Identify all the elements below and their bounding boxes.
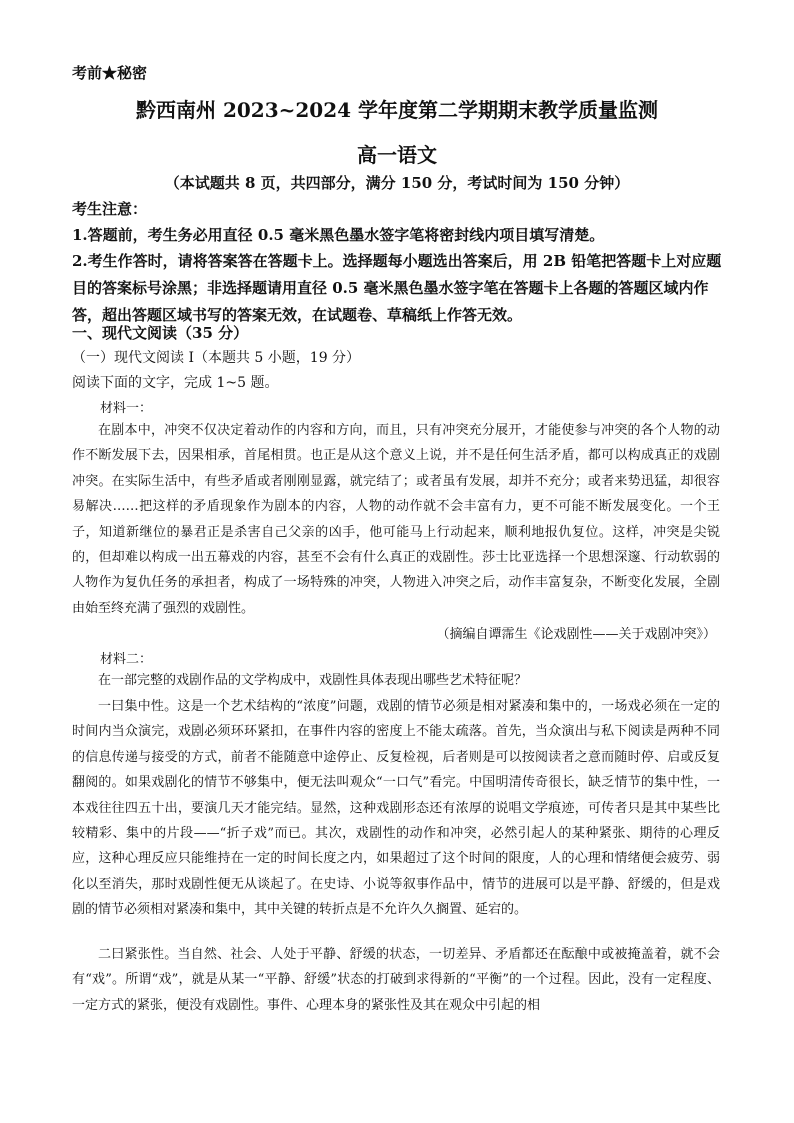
material-1-label: 材料一： <box>100 401 153 416</box>
exam-title: 黔西南州 2023~2024 学年度第二学期期末教学质量监测 <box>135 98 658 122</box>
subsection-heading: （一）现代文阅读 I（本题共 5 小题，19 分） <box>72 350 361 366</box>
material-2-paragraph-2: 二曰紧张性。当自然、社会、人处于平静、舒缓的状态，一切差异、矛盾都还在酝酿中或被掩盖着，就不会有“戏”。所谓“戏”，就是从某一“平静、舒缓”状态的打破到求得新的“平衡”的一个过程。因此，没有一定程度、一定方式的紧张，便没有戏剧性。事件、心理本身的紧张性及其在观众中引起的相 <box>72 947 720 1013</box>
reading-instruction: 阅读下面的文字，完成 1~5 题。 <box>72 375 279 391</box>
section-heading: 一、现代文阅读（35 分） <box>72 324 249 342</box>
exam-info: （本试题共 8 页，共四部分，满分 150 分，考试时间为 150 分钟） <box>164 174 630 192</box>
material-1-paragraph: 在剧本中，冲突不仅决定着动作的内容和方向，而且，只有冲突充分展开，才能使参与冲突的各个人物的动作不断发展下去，因果相承，首尾相贯。也正是从这个意义上说，并不是任何生活矛盾，都可以构成真正的戏剧冲突。在实际生活中，有些矛盾或者刚刚显露，就完结了；或者虽有发展，却并不充分；或者来势迅猛，却很容易解决……把这样的矛盾现象作为剧本的内容，人物的动作就不会丰富有力，更不可能不断发展变化。一个王子，知道新继位的暴君正是杀害自己父亲的凶手，他可能马上行动起来，顺利地报仇复位。这样，冲突是尖锐的，但却难以构成一出五幕戏的内容，甚至不会有什么真正的戏剧性。莎士比亚选择一个思想深邃、行动软弱的人物作为复仇任务的承担者，构成了一场特殊的冲突，人物进入冲突之后，动作丰富复杂，不断变化发展，全剧由始至终充满了强烈的戏剧性。 <box>72 423 720 616</box>
notice-item-1: 1.答题前，考生务必用直径 0.5 毫米黑色墨水签字笔将密封线内项目填写清楚。 <box>72 226 605 244</box>
material-2-label: 材料二： <box>100 652 153 667</box>
notice-item-2: 2.考生作答时，请将答案答在答题卡上。选择题每小题选出答案后，用 2B 铅笔把答题卡上对应题目的答案标号涂黑；非选择题请用直径 0.5 毫米黑色墨水签字笔在答题卡上各题的答题区域内作答，超出答题区域书写的答案无效，在试题卷、草稿纸上作答无效。 <box>72 252 722 324</box>
material-1-source: （摘编自谭霈生《论戏剧性——关于戏剧冲突》） <box>436 627 716 642</box>
confidential-label: 考前★秘密 <box>72 64 148 82</box>
material-2-intro: 在一部完整的戏剧作品的文学构成中，戏剧性具体表现出哪些艺术特征呢？ <box>98 673 528 688</box>
material-2-paragraph-1: 一曰集中性。这是一个艺术结构的“浓度”问题，戏剧的情节必须是相对紧凑和集中的，一场戏必须在一定的时间内当众演完，戏剧必须环环紧扣，在事件内容的密度上不能太疏落。首先，当众演出与私下阅读是两种不同的信息传递与接受的方式，前者不能随意中途停止、反复检视，后者则是可以按阅读者之意而随时停、启或反复翻阅的。如果戏剧化的情节不够集中，便无法叫观众“一口气”看完。中国明清传奇很长，缺乏情节的集中性，一本戏往往四五十出，要演几天才能完结。显然，这种戏剧形态还有浓厚的说唱文学痕迹，可传者只是其中某些比较精彩、集中的片段——“折子戏”而已。其次，戏剧性的动作和冲突，必然引起人的某种紧张、期待的心理反应，这种心理反应只能维持在一定的时间长度之内，如果超过了这个时间的限度，人的心理和情绪便会疲劳、弱化以至消失，那时戏剧性便无从谈起了。在史诗、小说等叙事作品中，情节的进展可以是平静、舒缓的，但是戏剧的情节必须相对紧凑和集中，其中关键的转折点是不允许久久搁置、延宕的。 <box>72 699 720 918</box>
subject-title: 高一语文 <box>357 143 437 167</box>
notice-title: 考生注意： <box>72 200 148 218</box>
